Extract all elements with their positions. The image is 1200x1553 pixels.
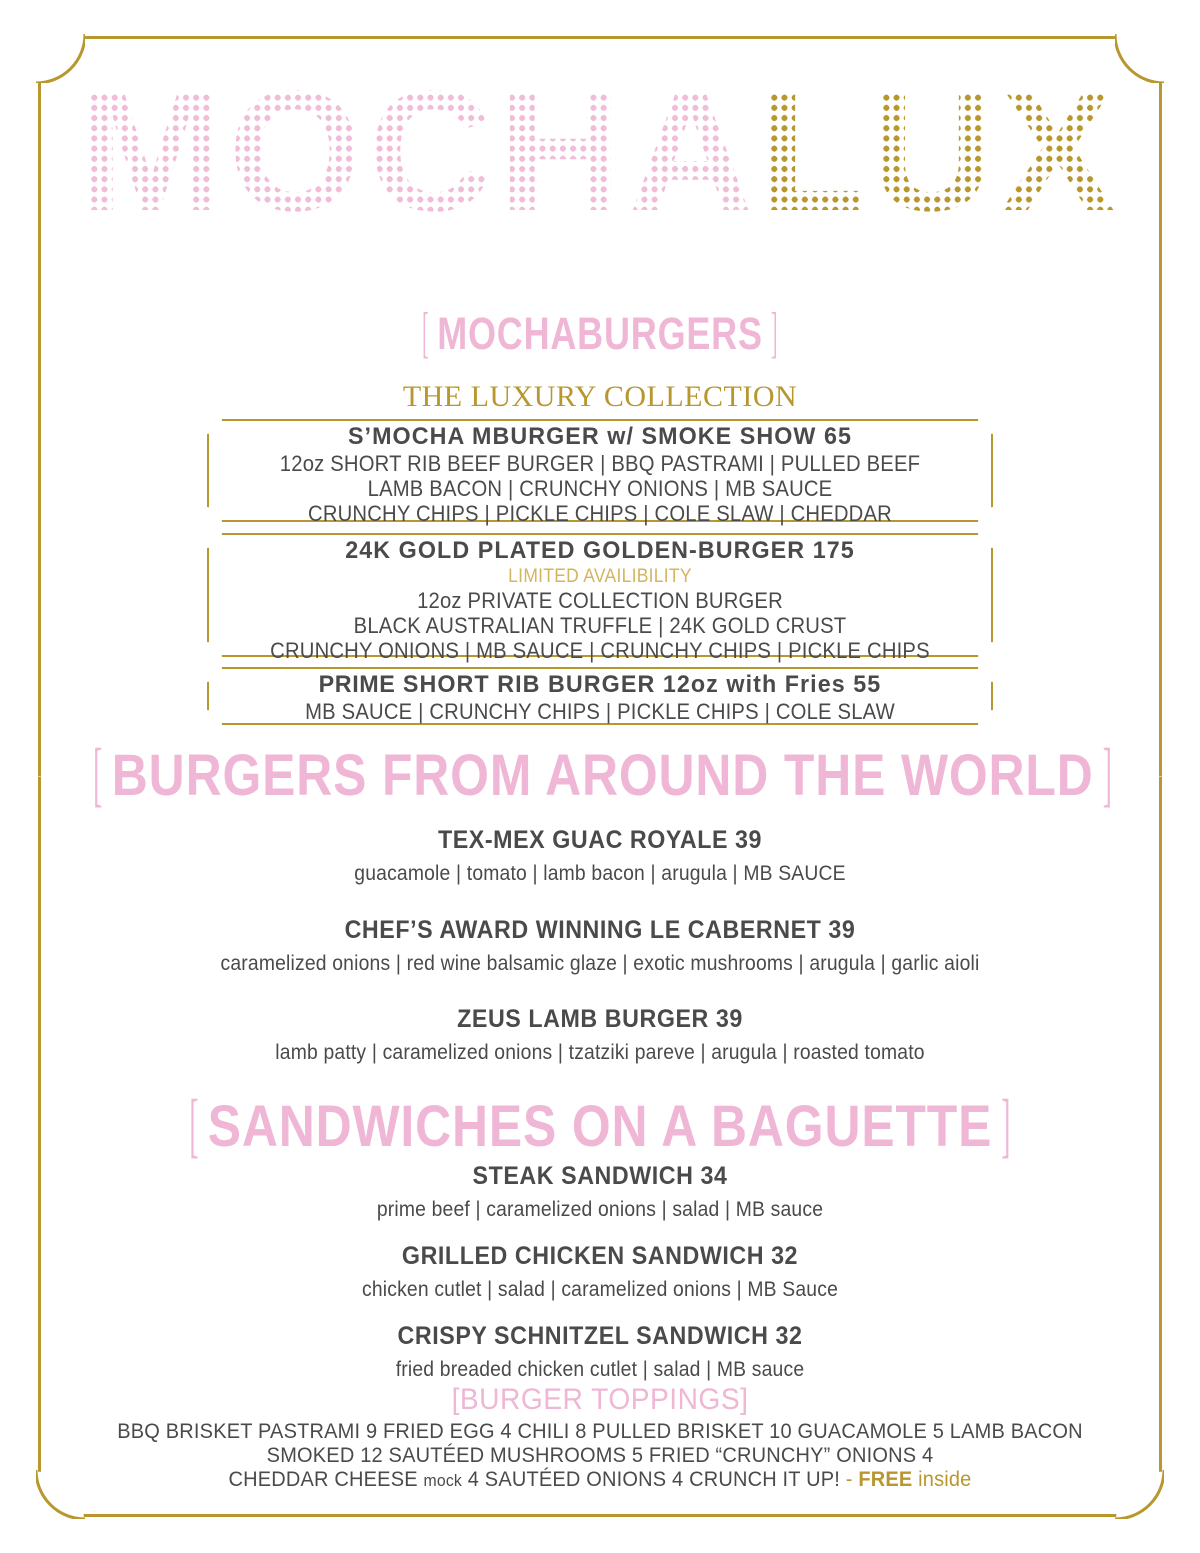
menu-item-description: fried breaded chicken cutlet | salad | MB sauce <box>395 1358 805 1381</box>
toppings-free-note <box>846 1467 972 1491</box>
menu-item-description: guacamole | tomato | lamb bacon | arugula | MB SAUCE <box>354 862 846 885</box>
section-heading-world-burgers-label: BURGERS FROM AROUND THE WORLD <box>111 743 1094 808</box>
toppings-line: BBQ BRISKET PASTRAMI 9 FRIED EGG 4 CHILI 8 PULLED BRISKET 10 GUACAMOLE 5 LAMB BACON <box>117 1419 1083 1443</box>
feature-item-line: 12oz PRIVATE COLLECTION BURGER <box>417 588 783 613</box>
feature-item-line: MB SAUCE | CRUNCHY CHIPS | PICKLE CHIPS | COLE SLAW <box>305 699 895 724</box>
menu-item-name: ZEUS LAMB BURGER 39 <box>457 1005 743 1033</box>
toppings-free-bold: FREE <box>858 1467 913 1491</box>
bracket-open-icon: [ <box>189 1083 199 1165</box>
menu-item-description: lamb patty | caramelized onions | tzatziki pareve | arugula | roasted tomato <box>275 1041 925 1064</box>
feature-box-24k-gold-content <box>207 536 993 663</box>
bracket-close-icon: ] <box>1001 1083 1011 1165</box>
toppings-line-last <box>42 1467 1158 1493</box>
toppings-free-dash: - <box>845 1467 859 1491</box>
toppings-line: SMOKED 12 SAUTÉED MUSHROOMS 5 FRIED “CRUNCHY” ONIONS 4 <box>266 1443 934 1467</box>
feature-item-line: CRUNCHY ONIONS | MB SAUCE | CRUNCHY CHIPS | PICKLE CHIPS <box>270 638 930 663</box>
section-heading-burger-toppings: [BURGER TOPPINGS] <box>451 1383 749 1416</box>
bracket-open-icon: [ <box>93 732 103 814</box>
section-heading-baguette-label: SANDWICHES ON A BAGUETTE <box>207 1094 993 1159</box>
section-subtitle-luxury-collection: THE LUXURY COLLECTION <box>402 380 798 413</box>
feature-item-availability-note: LIMITED AVAILIBILITY <box>508 566 692 587</box>
section-heading-baguette <box>84 1083 1116 1165</box>
menu-item-description: caramelized onions | red wine balsamic glaze | exotic mushrooms | arugula | garlic aioli <box>220 952 980 975</box>
feature-box-smocha-content <box>207 422 993 526</box>
feature-item-line: 12oz SHORT RIB BEEF BURGER | BBQ PASTRAMI | PULLED BEEF <box>279 451 921 476</box>
bracket-close-icon: ] <box>1102 732 1113 814</box>
menu-item-name: STEAK SANDWICH 34 <box>472 1162 728 1190</box>
feature-box-prime-short-rib-content <box>207 670 993 724</box>
feature-item-line: CRUNCHY CHIPS | PICKLE CHIPS | COLE SLAW | CHEDDAR <box>308 501 892 526</box>
toppings-last-prefix: CHEDDAR CHEESE <box>228 1467 424 1491</box>
menu-item-name: GRILLED CHICKEN SANDWICH 32 <box>401 1242 799 1270</box>
toppings-mock-label: mock <box>423 1471 463 1490</box>
feature-item-line: LAMB BACON | CRUNCHY ONIONS | MB SAUCE <box>367 476 833 501</box>
feature-item-title-emphasis: PRIME <box>318 671 396 698</box>
toppings-last-mid: 4 SAUTÉED ONIONS 4 CRUNCH IT UP! <box>462 1467 846 1491</box>
section-heading-mochaburgers-label: MOCHABURGERS <box>437 308 763 359</box>
feature-item-title <box>219 670 981 699</box>
bracket-close-icon: ] <box>770 300 778 364</box>
menu-item-name: TEX-MEX GUAC ROYALE 39 <box>437 826 763 854</box>
brand-logo <box>0 55 1200 252</box>
feature-item-title-rest: SHORT RIB BURGER 12oz with Fries 55 <box>395 671 882 698</box>
feature-item-title: 24K GOLD PLATED GOLDEN-BURGER 175 <box>345 537 855 564</box>
section-heading-mochaburgers <box>120 300 1080 364</box>
logo-text-mocha: MOCHA <box>79 55 759 247</box>
feature-item-title: S’MOCHA MBURGER w/ SMOKE SHOW 65 <box>347 423 853 450</box>
menu-item-name: CHEF’S AWARD WINNING LE CABERNET 39 <box>344 916 856 944</box>
bracket-open-icon: [ <box>422 300 430 364</box>
toppings-free-rest: inside <box>912 1467 972 1491</box>
menu-item-description: prime beef | caramelized onions | salad | MB sauce <box>376 1198 824 1221</box>
section-heading-world-burgers <box>84 732 1116 814</box>
logo-text-lux: LUX <box>758 55 1121 247</box>
menu-item-description: chicken cutlet | salad | caramelized onions | MB Sauce <box>361 1278 839 1301</box>
menu-item-name: CRISPY SCHNITZEL SANDWICH 32 <box>397 1322 803 1350</box>
feature-item-line: BLACK AUSTRALIAN TRUFFLE | 24K GOLD CRUST <box>353 613 847 638</box>
